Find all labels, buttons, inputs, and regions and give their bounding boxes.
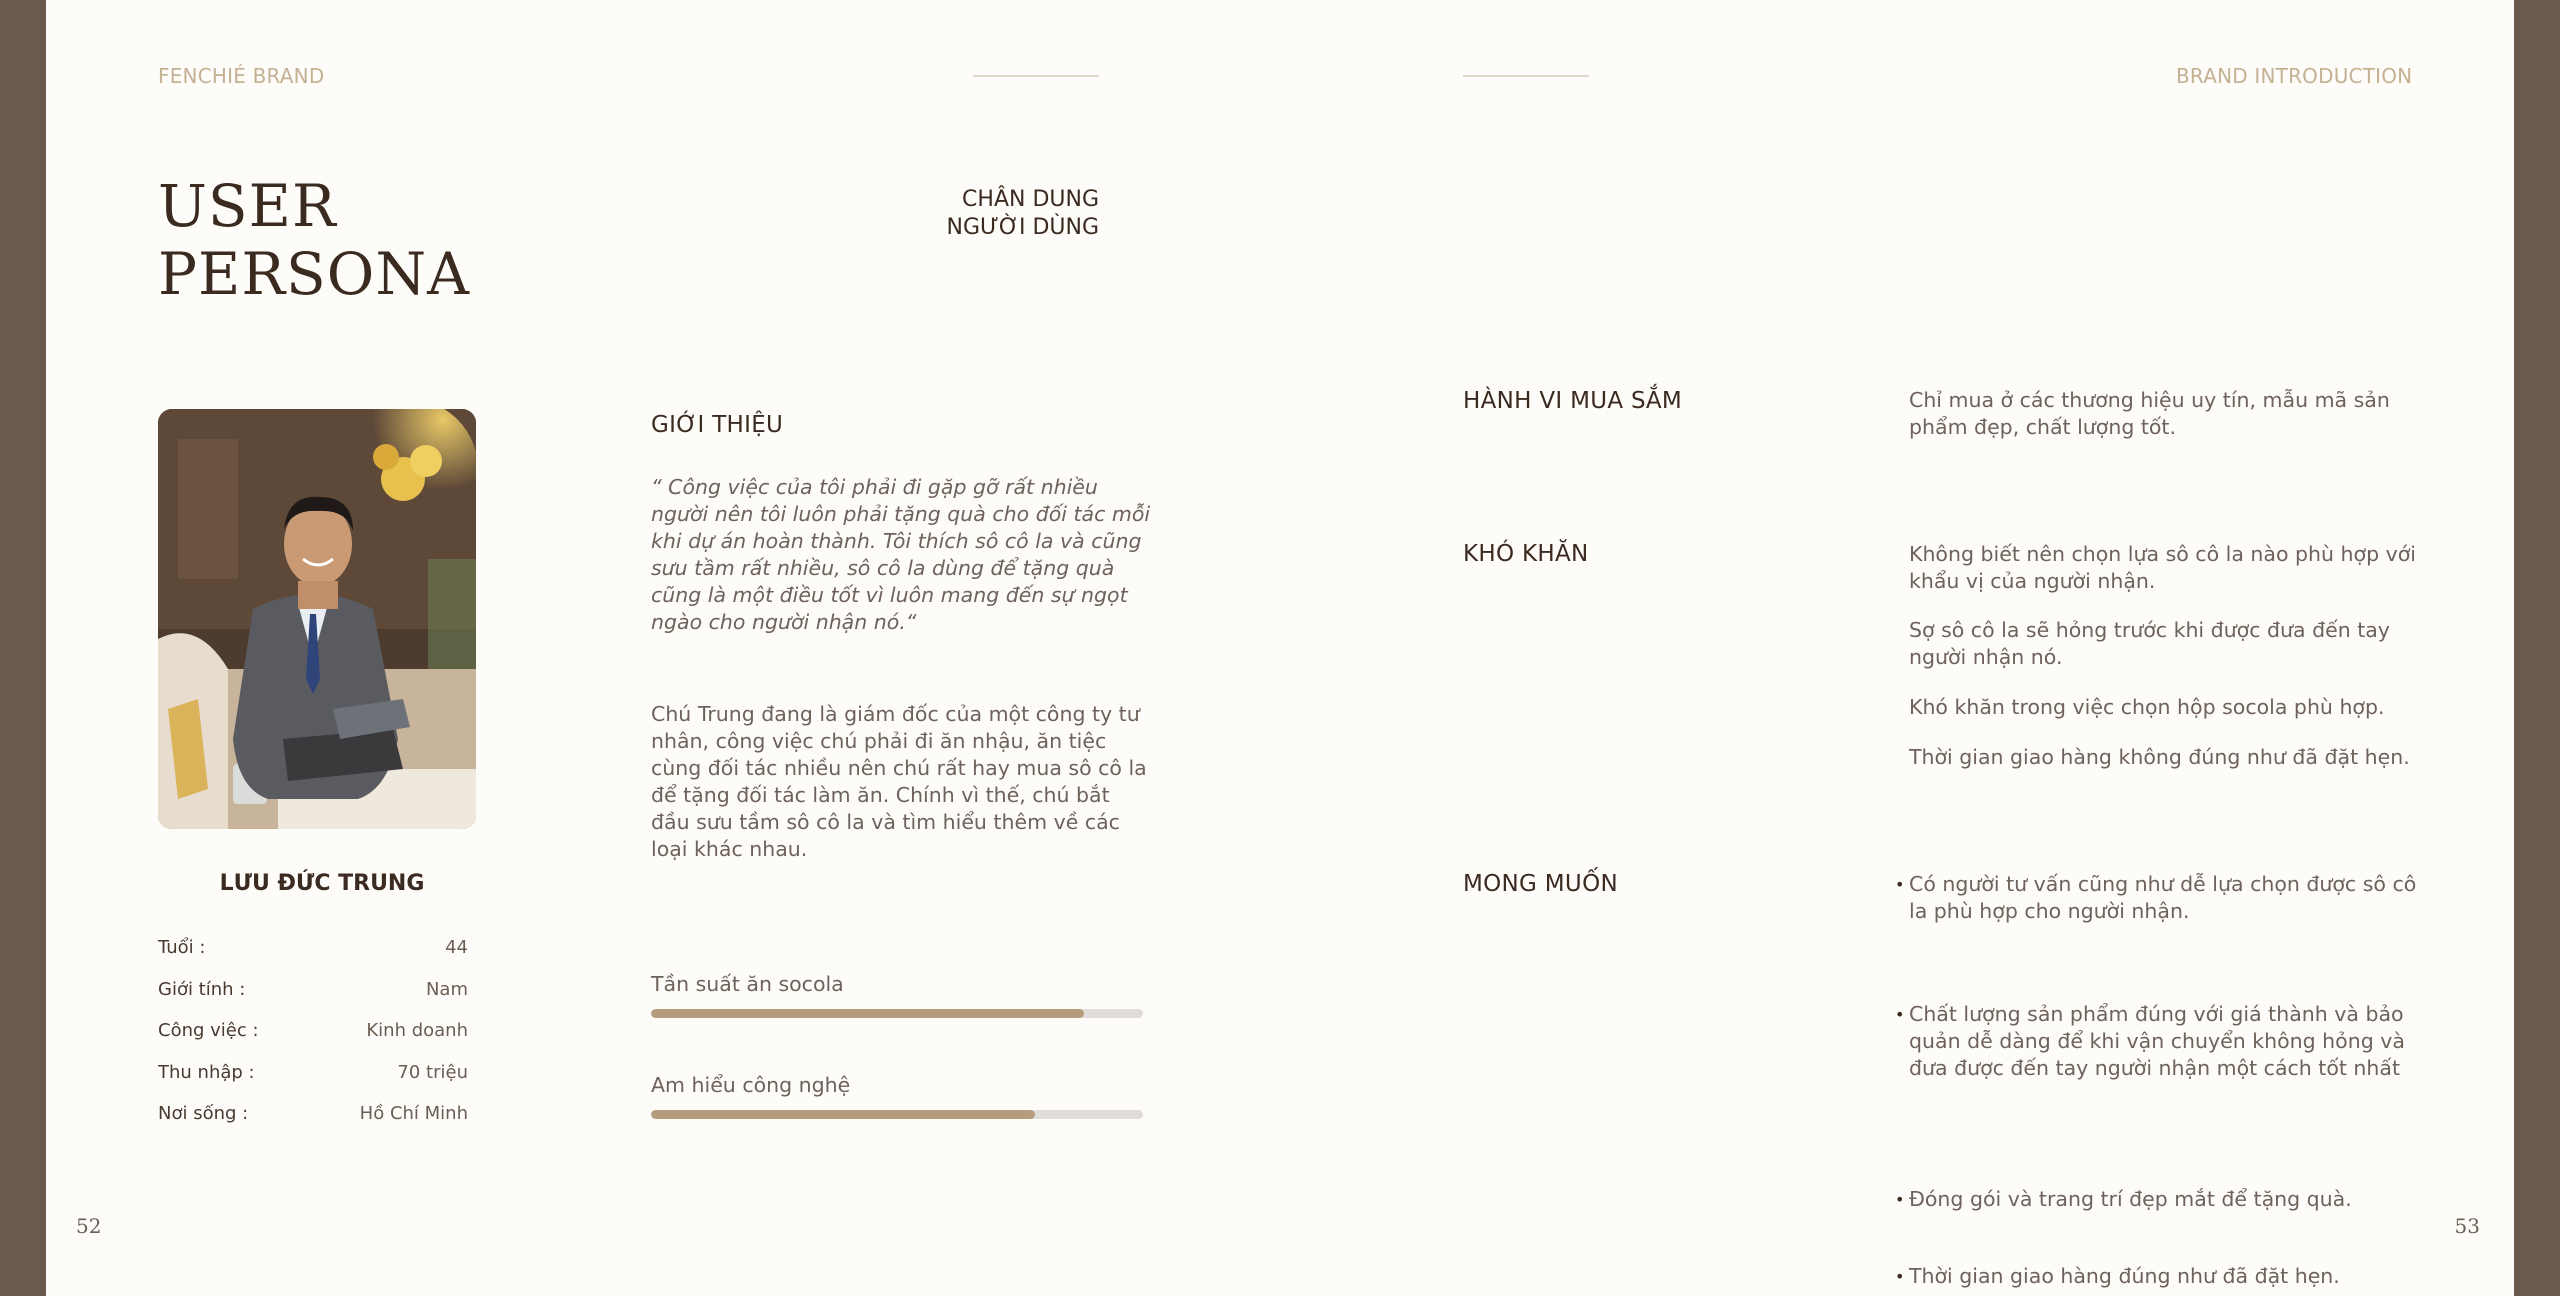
page-number-right: 53 bbox=[2454, 1214, 2480, 1238]
page-subtitle bbox=[889, 186, 1099, 242]
bar-track bbox=[651, 1110, 1143, 1119]
info-label: Tuổi : bbox=[158, 937, 206, 958]
bar-label: Tần suất ăn socola bbox=[651, 972, 844, 996]
intro-description: Chú Trung đang là giám đốc của một công ty tư nhân, công việc chú phải đi ăn nhậu, ăn tiệc cùng đối tác nhiều nên chú rất hay mua sô cô la để tặng đối tác làm ăn. Chính vì thế, chú bắt đầu sưu tầm sô cô la và tìm hiểu thêm về các loại khác nhau. bbox=[651, 702, 1147, 861]
wishes-item-text: Thời gian giao hàng đúng như đã đặt hẹn. bbox=[1909, 1264, 2340, 1288]
info-row-age bbox=[158, 937, 468, 979]
bar-track bbox=[651, 1009, 1143, 1018]
page-subtitle-line1: CHÂN DUNG bbox=[962, 187, 1099, 212]
bullet-dot: • bbox=[1895, 1190, 1905, 1209]
wishes-item bbox=[1895, 871, 2424, 925]
info-value: 44 bbox=[445, 937, 468, 958]
wishes-title: MONG MUỐN bbox=[1463, 871, 1618, 897]
wishes-item bbox=[1895, 1186, 2424, 1213]
wishes-item bbox=[1895, 1001, 2424, 1082]
businessman-portrait bbox=[158, 409, 476, 829]
info-label: Giới tính : bbox=[158, 978, 246, 1000]
persona-photo bbox=[158, 409, 476, 829]
intro-title: GIỚI THIỆU bbox=[651, 412, 784, 438]
page-title bbox=[158, 172, 470, 308]
info-label: Nơi sống : bbox=[158, 1103, 249, 1124]
wishes-item-text: Đóng gói và trang trí đẹp mắt để tặng quà. bbox=[1909, 1187, 2352, 1211]
shopping-text: Chỉ mua ở các thương hiệu uy tín, mẫu mã sản phẩm đẹp, chất lượng tốt. bbox=[1909, 388, 2390, 439]
info-value: 70 triệu bbox=[397, 1061, 468, 1083]
bar-tech-savvy bbox=[651, 1073, 1143, 1119]
info-value: Kinh doanh bbox=[366, 1020, 468, 1041]
difficulties-item: Khó khăn trong việc chọn hộp socola phù hợp. bbox=[1909, 695, 2385, 719]
info-value: Nam bbox=[425, 978, 468, 1000]
bullet-dot: • bbox=[1895, 875, 1905, 894]
header-section: BRAND INTRODUCTION bbox=[2176, 64, 2413, 88]
info-row-income bbox=[158, 1062, 468, 1104]
persona-name: LƯU ĐỨC TRUNG bbox=[219, 871, 425, 896]
info-value: Hồ Chí Minh bbox=[359, 1103, 468, 1124]
bar-fill bbox=[651, 1009, 1084, 1018]
bullet-dot: • bbox=[1895, 1005, 1905, 1024]
bullet-dot: • bbox=[1895, 1267, 1905, 1286]
page-title-line2: PERSONA bbox=[158, 240, 470, 308]
difficulties-item: Không biết nên chọn lựa sô cô la nào phù hợp với khẩu vị của người nhận. bbox=[1909, 542, 2416, 593]
wishes-item-text: Chất lượng sản phẩm đúng với giá thành và bảo quản dễ dàng để khi vận chuyển không hỏng và đưa được đến tay người nhận một cách tốt nhất bbox=[1909, 1002, 2405, 1080]
info-row-gender bbox=[158, 979, 468, 1021]
difficulties-title: KHÓ KHĂN bbox=[1463, 541, 1589, 567]
bar-fill bbox=[651, 1110, 1035, 1119]
header-divider-left bbox=[973, 75, 1099, 77]
page-subtitle-line2: NGƯỜI DÙNG bbox=[946, 215, 1099, 240]
page-number-left: 52 bbox=[76, 1214, 102, 1238]
bar-label: Am hiểu công nghệ bbox=[651, 1073, 851, 1097]
header-brand: FENCHIÉ BRAND bbox=[158, 64, 325, 88]
brochure-spread bbox=[46, 0, 2514, 1296]
intro-quote: “ Công việc của tôi phải đi gặp gỡ rất nhiều người nên tôi luôn phải tặng quà cho đối tác mỗi khi dự án hoàn thành. Tôi thích sô cô la và cũng sưu tầm rất nhiều, sô cô la dùng để tặng quà cũng là một điều tốt vì luôn mang đến sự ngọt ngào cho người nhận nó.“ bbox=[651, 475, 1151, 634]
wishes-item-text: Có người tư vấn cũng như dễ lựa chọn được sô cô la phù hợp cho người nhận. bbox=[1909, 872, 2417, 923]
header-divider-right bbox=[1463, 75, 1589, 77]
info-row-job bbox=[158, 1020, 468, 1062]
wishes-item bbox=[1895, 1263, 2424, 1290]
difficulties-item: Sợ sô cô la sẽ hỏng trước khi được đưa đến tay người nhận nó. bbox=[1909, 618, 2390, 669]
bar-chocolate-frequency bbox=[651, 972, 1143, 1018]
page-title-line1: USER bbox=[158, 172, 337, 240]
shopping-title: HÀNH VI MUA SẮM bbox=[1463, 388, 1683, 414]
difficulties-item: Thời gian giao hàng không đúng như đã đặt hẹn. bbox=[1909, 745, 2410, 769]
info-row-residence bbox=[158, 1103, 468, 1145]
persona-info-list bbox=[158, 937, 468, 1145]
info-label: Công việc : bbox=[158, 1020, 259, 1041]
info-label: Thu nhập : bbox=[158, 1061, 255, 1083]
